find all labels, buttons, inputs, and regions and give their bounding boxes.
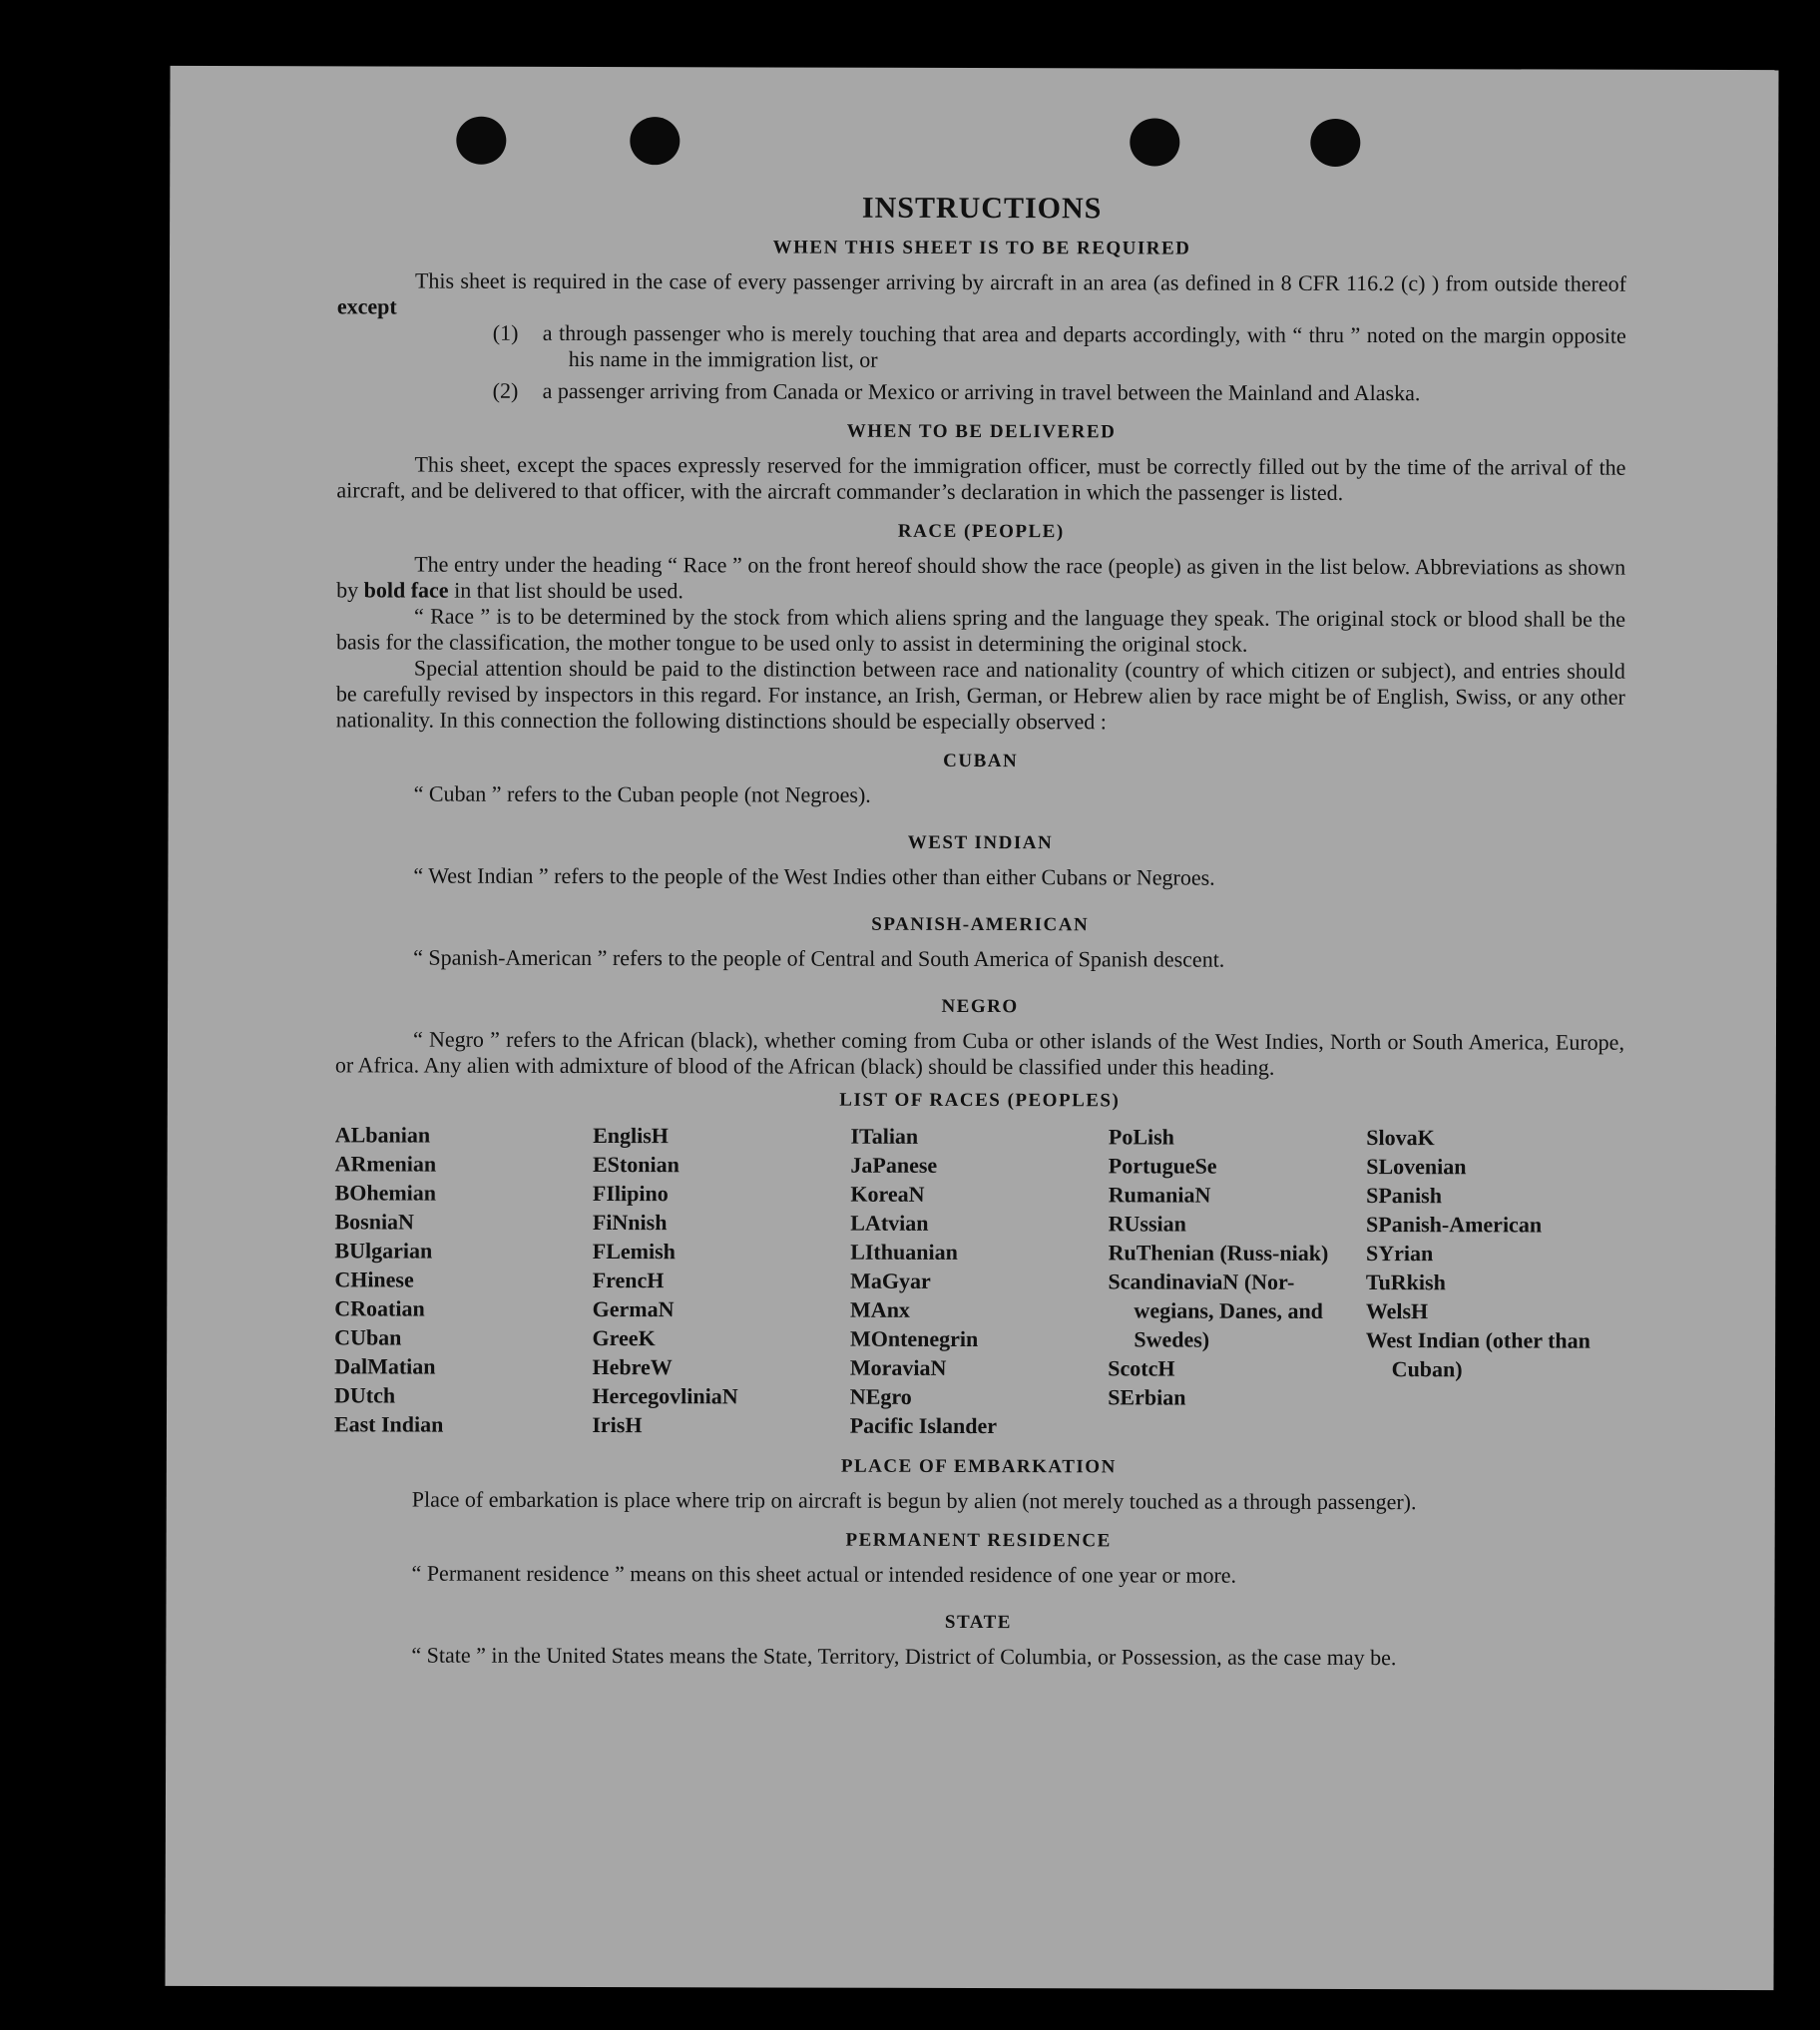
race-entry: WelsH [1365,1298,1429,1324]
race-p1b: bold face [363,577,449,603]
races-column [592,1121,850,1440]
race-entry: East Indian [333,1411,444,1437]
heading-spanish-american: SPANISH-AMERICAN [871,913,1090,936]
race-entry: PoLish [1108,1124,1174,1150]
item-text: a passenger arriving from Canada or Mexico or arriving in travel between the Mainland and Alaska. [542,377,1421,406]
race-entry: SErbian [1108,1384,1186,1410]
paragraph-race-2: “ Race ” is to be determined by the stock from which aliens spring and the language they speak. The original stock or blood shall be the basis for the classification, the mother tongue to be used only to assist in determining the original stock. [335,603,1626,657]
document-sheet [165,66,1778,1990]
race-entry: MAnx [850,1296,910,1322]
race-entry: HebreW [592,1354,673,1380]
race-entry: FiNnish [592,1210,668,1236]
paragraph-residence: “ Permanent residence ” means on this sheet actual or intended residence of one year or more. [411,1560,1237,1588]
race-entry: ALbanian [334,1122,431,1148]
race-entry: SYrian [1365,1241,1434,1267]
race-entry: MOntenegrin [849,1325,979,1352]
race-entry: MoraviaN [849,1354,947,1380]
when-required-text: This sheet is required in the case of every passenger arriving by aircraft in an area (as defined in 8 CFR 116.2 (c) ) from outside thereof [414,267,1626,296]
race-entry: Pacific Islander [849,1412,998,1439]
race-entry: JaPanese [850,1152,938,1178]
races-column [850,1122,1109,1441]
heading-residence: PERMANENT RESIDENCE [845,1529,1112,1552]
race-entry: IrisH [592,1412,643,1438]
heading-negro: NEGRO [941,995,1019,1018]
race-entry: BOhemian [334,1180,437,1206]
race-entry: RUssian [1108,1211,1186,1237]
race-entry: GreeK [592,1325,656,1351]
heading-list-of-races: LIST OF RACES (PEOPLES) [839,1089,1121,1112]
instructions-content [333,191,1626,1671]
page-title: INSTRUCTIONS [861,191,1103,226]
races-column [1366,1123,1624,1442]
race-entry: ScandinaviaN (Nor-wegians, Danes, and Swedes) [1108,1269,1323,1352]
race-entry: LAtvian [850,1210,929,1236]
race-entry: EnglisH [593,1123,669,1149]
race-entry: SlovaK [1366,1125,1435,1151]
race-entry: LIthuanian [850,1239,958,1265]
punch-hole [630,117,680,165]
race-entry: West Indian (other than Cuban) [1365,1327,1591,1382]
paragraph-spanish-american: “ Spanish-American ” refers to the people of Central and South America of Spanish descent. [413,944,1225,972]
race-entry: MaGyar [850,1268,931,1293]
item-number: (1) [492,319,519,345]
race-entry: BosniaN [334,1209,415,1235]
race-entry: SPanish [1366,1183,1443,1209]
race-entry: EStonian [592,1152,680,1178]
item-text: a through passenger who is merely touching that area and departs accordingly, with “ thru ” noted on the margin opposite his name in the immigration list, or [542,319,1626,372]
paragraph-when-required [337,267,1626,322]
race-entry: GermaN [592,1296,675,1322]
punch-hole [456,117,506,165]
race-entry: DUtch [334,1382,396,1408]
race-entry: RumaniaN [1108,1182,1211,1208]
heading-cuban: CUBAN [943,750,1019,772]
when-required-except: except [336,293,397,319]
race-p1a: The entry under the heading “ Race ” on the front hereof should show the race (people) as given in the list below. Abbreviations as shown by [336,551,1626,603]
race-entry: PortugueSe [1108,1153,1217,1179]
race-entry: CRoatian [334,1295,425,1321]
heading-when-required: WHEN THIS SHEET IS TO BE REQUIRED [772,237,1191,259]
race-entry: SPanish-American [1366,1212,1543,1238]
race-entry: ScotcH [1108,1355,1175,1381]
paragraph-negro: “ Negro ” refers to the African (black), whether coming from Cuba or other islands of the West Indies, North or South America, Europe, or Africa. Any alien with admixture of blood of the African (black) should be classified under this heading. [334,1026,1624,1080]
heading-state: STATE [944,1611,1012,1634]
race-entry: ITalian [850,1123,919,1149]
paragraph-race-1 [336,551,1625,606]
race-entry: FIlipino [592,1181,669,1207]
heading-west-indian: WEST INDIAN [907,831,1054,854]
race-entry: DalMatian [334,1353,436,1379]
race-entry: CUban [334,1324,402,1350]
race-entry: CHinese [334,1267,414,1292]
race-entry: TuRkish [1365,1269,1446,1295]
punch-hole [1130,118,1179,166]
race-entry: FrencH [592,1268,665,1293]
list-item [493,320,1626,375]
races-column [334,1120,593,1439]
paragraph-embarkation: Place of embarkation is place where trip on aircraft is begun by alien (not merely touched as a through passenger). [411,1486,1417,1515]
paragraph-cuban: “ Cuban ” refers to the Cuban people (not Negroes). [413,780,871,807]
race-entry: KoreaN [850,1181,925,1207]
race-p1c: in that list should be used. [454,577,683,604]
heading-race: RACE (PEOPLE) [897,520,1065,543]
list-item [493,378,1626,407]
heading-when-delivered: WHEN TO BE DELIVERED [846,420,1117,443]
paragraph-west-indian: “ West Indian ” refers to the people of the West Indies other than either Cubans or Negroes. [413,862,1215,890]
races-column [1108,1122,1366,1441]
item-number: (2) [492,377,519,403]
races-list [334,1120,1624,1441]
paragraph-state: “ State ” in the United States means the State, Territory, District of Columbia, or Possession, as the case may be. [411,1642,1397,1671]
paragraph-race-3: Special attention should be paid to the distinction between race and nationality (country of which citizen or subject), and entries should be carefully revised by inspectors in this regard. For instance, an Irish, German, or Hebrew alien by race might be of English, Swiss, or any other nationality. In this connection the following distinctions should be especially observed : [335,655,1625,735]
race-entry: BUlgarian [334,1238,433,1264]
heading-embarkation: PLACE OF EMBARKATION [840,1455,1117,1478]
race-entry: FLemish [592,1239,676,1265]
race-entry: RuThenian (Russ-niak) [1108,1240,1329,1266]
punch-hole [1310,119,1360,167]
paragraph-when-delivered: This sheet, except the spaces expressly reserved for the immigration officer, must be correctly filled out by the time of the arrival of the aircraft, and be delivered to that officer, with the aircraft commander’s declaration in which the passenger is listed. [336,451,1626,505]
race-entry: SLovenian [1366,1154,1467,1180]
race-entry: NEgro [849,1383,912,1409]
race-entry: ARmenian [334,1151,437,1177]
race-entry: HercegovliniaN [592,1383,738,1409]
